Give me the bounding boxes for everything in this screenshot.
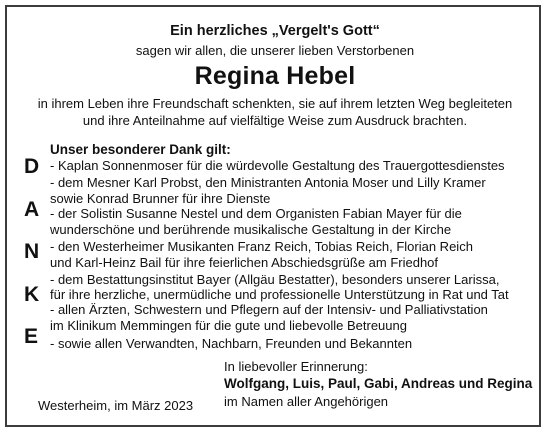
memory-intro: In liebevoller Erinnerung: — [224, 359, 368, 374]
thanks-line-12: - sowie allen Verwandten, Nachbarn, Freunden und Bekannten — [50, 336, 413, 351]
deceased-name: Regina Hebel — [194, 62, 356, 90]
thanks-line-4: - der Solistin Susanne Nestel und dem Organisten Fabian Mayer für die — [50, 206, 462, 221]
family-names: Wolfgang, Luis, Paul, Gabi, Andreas und Regina — [224, 376, 533, 391]
thanks-line-6: - den Westerheimer Musikanten Franz Reich, Tobias Reich, Florian Reich — [50, 239, 473, 254]
thanks-subheadline: sagen wir allen, die unserer lieben Verstorbenen — [135, 43, 415, 58]
danke-letter-a: A — [24, 198, 40, 221]
family-subtitle: im Namen aller Angehörigen — [224, 394, 389, 409]
danke-letter-n: N — [24, 240, 40, 263]
place-date: Westerheim, im März 2023 — [38, 398, 194, 413]
thanks-line-11: im Klinikum Memmingen für die gute und liebevolle Betreuung — [50, 318, 407, 333]
danke-letter-d: D — [24, 155, 40, 178]
intro-line-2: und ihre Anteilnahme auf vielfältige Weise zum Ausdruck brachten. — [82, 113, 468, 128]
intro-line-1: in ihrem Leben ihre Freundschaft schenkten, sie auf ihrem letzten Weg begleiteten — [37, 96, 513, 111]
thanks-line-9: für ihre herzliche, unermüdliche und professionelle Unterstützung in Rat und Tat — [50, 287, 509, 302]
thanks-line-5: wunderschöne und berührende musikalische Gestaltung in der Kirche — [50, 222, 452, 237]
danke-letter-k: K — [24, 283, 40, 306]
thanks-line-10: - allen Ärzten, Schwestern und Pflegern auf der Intensiv- und Palliativstation — [50, 302, 488, 317]
special-thanks-title: Unser besonderer Dank gilt: — [50, 142, 231, 157]
thanks-line-2: - dem Mesner Karl Probst, den Ministranten Antonia Moser und Lilly Kramer — [50, 175, 486, 190]
thanks-line-8: - dem Bestattungsinstitut Bayer (Allgäu Bestatter), besonders unserer Larissa, — [50, 272, 500, 287]
thanks-line-3: sowie Konrad Brunner für ihre Dienste — [50, 191, 271, 206]
thanks-line-1: - Kaplan Sonnenmoser für die würdevolle Gestaltung des Trauergottesdienstes — [50, 158, 505, 173]
danke-letter-e: E — [24, 325, 39, 348]
thanks-line-7: und Karl-Heinz Bail für ihre feierlichen Abschiedsgrüße am Friedhof — [50, 255, 439, 270]
thanks-headline: Ein herzliches „Vergelt's Gott“ — [170, 23, 380, 39]
